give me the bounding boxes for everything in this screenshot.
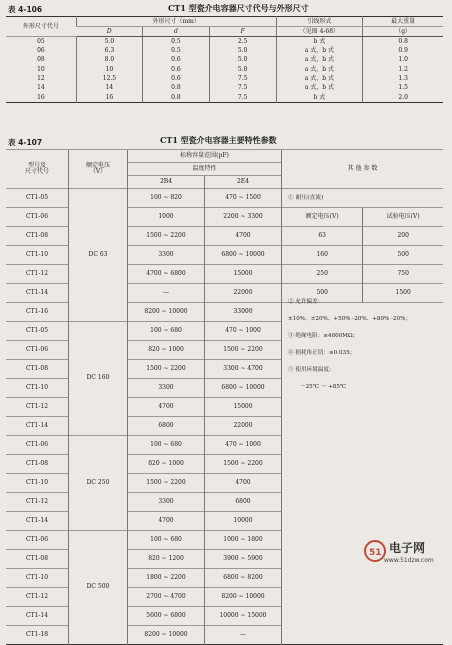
table2-cap-cell: 2200 ~ 3300 [205,208,282,227]
table1-cell: 06 [37,47,45,55]
table2-cap-cell: 3300 [128,379,205,398]
table2-cap-cell: 4700 ~ 6800 [128,265,205,284]
table2-model-cell: CT1-06 [6,341,69,360]
table2-model-cell: CT1-12 [6,493,69,512]
table2-header-other: 其 他 参 数 [282,150,444,189]
table1-cell: 12 [37,74,45,82]
table2-cap-cell: 100 ~ 680 [128,531,205,550]
table1-cell: 10 [37,65,45,73]
table2-cap-cell: 6800 ~ 8200 [205,569,282,588]
table1-header-F: F [209,27,276,37]
table2-model-cell: CT1-10 [6,569,69,588]
table1 [6,16,443,103]
voltage-pair-cell: 500 [363,246,443,265]
table2-voltage-group: DC 63 [69,189,128,322]
table2-model-cell: CT1-10 [6,246,69,265]
table2-cap-cell: 470 ~ 1000 [205,322,282,341]
table2-model-cell: CT1-12 [6,588,69,607]
table1-cell: 05 [37,37,45,45]
voltage-pair-cell: 500 [282,284,363,303]
table2-cap-cell: 4700 [128,512,205,531]
table1-cell: b 式 [276,37,363,47]
table2-model-cell: CT1-05 [6,322,69,341]
table2-header-cap: 标称容量范围(pF) [128,150,282,163]
table2-cap-cell: 15000 [205,398,282,417]
table2-number: 表 4-107 [8,138,43,147]
table2-cap-cell: 100 ~ 680 [128,436,205,455]
table2-cap-cell: 15000 [205,265,282,284]
table1-cell: 7.5 [209,74,276,83]
table2-cap-cell: 4700 [128,398,205,417]
table2-header-2B4: 2B4 [128,176,205,189]
table2-header-voltage [69,150,128,189]
table2-cap-cell: 1500 ~ 2200 [128,360,205,379]
table1-cell: a 式，b 式 [276,56,363,65]
table1-cell: 7.5 [209,84,276,93]
table1-cell: 7.5 [209,93,276,103]
table2-voltage-group: DC 160 [69,322,128,436]
table2-cap-cell: 820 ~ 1200 [128,550,205,569]
table2-cap-cell: 8200 ~ 10000 [128,626,205,645]
table2-cap-cell: 100 ~ 680 [128,322,205,341]
table2 [6,149,443,645]
table1-cell: 0.6 [143,56,210,65]
table1-cell: b 式 [276,93,363,103]
note-temp-range: －25℃ ～ +85℃ [300,384,347,390]
table2-cap-cell: 820 ~ 1000 [128,455,205,474]
voltage-pair-cell: 250 [282,265,363,284]
table2-cap-cell: 1000 [128,208,205,227]
table1-cell: a 式，b 式 [276,84,363,93]
table2-cap-cell: 8200 ~ 10000 [128,303,205,322]
table2-cap-cell: 6800 [128,417,205,436]
table2-model-cell: CT1-06 [6,436,69,455]
table2-model-cell: CT1-16 [6,303,69,322]
table2-cap-cell: 22000 [205,284,282,303]
table2-cap-cell: 2700 ~ 4700 [128,588,205,607]
logo-url: www.51dzw.com [384,557,434,564]
table1-row [6,65,443,74]
table2-cap-cell: 8200 ~ 10000 [205,588,282,607]
table1-row [6,47,443,56]
table2-cap-cell: 4700 [205,227,282,246]
table1-number: 表 4-106 [8,5,43,14]
table2-model-cell: CT1-08 [6,227,69,246]
table1-cell: 0.5 [143,37,210,47]
table2-cap-cell: 33000 [205,303,282,322]
table1-header-code: 外形尺寸代号 [6,17,76,37]
note-tolerance-values: ±10%、±20%、+50% -20%、+80% -20%； [288,316,412,322]
table1-cell: 0.8 [143,84,210,93]
svg-text:51: 51 [369,548,382,558]
table2-model-cell: CT1-10 [6,379,69,398]
table2-header-model [6,150,69,189]
voltage-pair-cell: 160 [282,246,363,265]
table2-cap-cell: 470 ~ 1000 [205,436,282,455]
table1-cell: 0.6 [143,65,210,74]
table1-cell: 0.5 [143,47,210,56]
table1-cell: 2.0 [363,93,443,103]
table2-model-cell: CT1-12 [6,265,69,284]
site-logo [362,536,448,570]
table1-cell: 1.3 [363,74,443,83]
table2-cap-cell: 3300 [128,493,205,512]
note-tolerance-title: ② 允许偏差： [288,299,324,305]
note-insulation: ③ 绝缘电阻：≥4000MΩ； [288,333,359,339]
table1-header-lead-note: （见图 4-68） [276,27,363,37]
table1-cell: 16 [76,93,142,103]
table2-cap-cell: 3300 [128,246,205,265]
voltage-pair-cell: 750 [363,265,443,284]
table2-model-cell: CT1-10 [6,474,69,493]
table2-title: CT1 型瓷介电容器主要特性参数 [160,135,277,145]
table1-cell: a 式，b 式 [276,74,363,83]
table2-cap-cell: 3300 ~ 4700 [205,360,282,379]
logo-text: 电子网 [389,541,426,555]
table1-header-weight-unit: （g） [363,27,443,37]
table1-header-weight: 最大重量 [363,17,443,27]
test-voltage-header: 试验电压(V) [363,208,443,227]
table2-voltage-group: DC 250 [69,436,128,531]
table2-cap-cell: 6800 ~ 10000 [205,379,282,398]
table1-cell: 5.0 [209,47,276,56]
table2-cap-cell: 10000 [205,512,282,531]
table1-cell: 16 [37,93,45,101]
table1-cell: 2.5 [209,37,276,47]
table1-cell: 6.3 [76,47,142,56]
table2-model-cell: CT1-12 [6,398,69,417]
table2-cap-cell: 4700 [205,474,282,493]
table2-cap-cell: 5600 ~ 6800 [128,607,205,626]
table2-model-cell: CT1-06 [6,208,69,227]
table2-cap-cell: 820 ~ 1000 [128,341,205,360]
table1-cell: 0.8 [143,93,210,103]
table1-row [6,93,443,103]
table1-cell: 12.5 [76,74,142,83]
table2-cap-cell: 100 ~ 820 [128,189,205,208]
table1-cell: 1.0 [363,56,443,65]
table1-cell: a 式，b 式 [276,65,363,74]
table1-cell: 14 [37,84,45,92]
table2-cap-cell: 1800 ~ 2200 [128,569,205,588]
table1-header-D: D [76,27,142,37]
table1-cell: 5.0 [76,37,142,47]
table2-cap-cell: 10000 ~ 15000 [205,607,282,626]
table2-header-2E4: 2E4 [205,176,282,189]
note-temp-title: ⑤ 使用环境温度： [288,367,335,373]
table2-cap-cell: 470 ~ 1500 [205,189,282,208]
note-loss-tangent: ④ 损耗角正切：≤0.035； [288,350,356,356]
table1-row [6,37,443,47]
table1-cell: 14 [76,84,142,93]
other-params-notes [288,294,411,396]
table2-header-temp: 温度特性 [128,163,282,176]
table2-model-cell: CT1-14 [6,417,69,436]
table1-cell: a 式，b 式 [276,47,363,56]
table1-cell: 5.0 [209,56,276,65]
table1-cell: 0.9 [363,47,443,56]
table1-cell: 1.5 [363,84,443,93]
table2-cap-cell: 3900 ~ 5900 [205,550,282,569]
table2-cap-cell: 1000 ~ 1800 [205,531,282,550]
table2-model-cell: CT1-08 [6,550,69,569]
table2-model-cell: CT1-14 [6,607,69,626]
table1-cell: 10 [76,65,142,74]
table2-cap-cell: 1500 ~ 2200 [205,341,282,360]
table2-row [6,189,443,208]
table1-cell: 1.2 [363,65,443,74]
table2-header-voltage-line1: 额定电压 [85,161,110,169]
table2-model-cell: CT1-18 [6,626,69,645]
table2-header-voltage-line2: （V） [89,168,107,175]
table1-cell: 08 [37,56,45,64]
table2-header-model-line2: 尺寸代号 [24,168,49,175]
table2-cap-cell: 6800 [205,493,282,512]
table2-header-model-line1: 型号及 [27,161,46,169]
rated-voltage-header: 额定电压(V) [282,208,363,227]
table1-header-dims: 外形尺寸（mm） [76,17,276,27]
insulation-title: ① 耐压(直流) [282,189,444,208]
table2-model-cell: CT1-14 [6,284,69,303]
table2-cap-cell: 6800 ~ 10000 [205,246,282,265]
table1-cell: 8.0 [76,56,142,65]
table1-title: CT1 型瓷介电容器尺寸代号与外形尺寸 [168,3,309,13]
table1-header-lead: 引线形式 [276,17,363,27]
table2-cap-cell: 22000 [205,417,282,436]
table2-model-cell: CT1-08 [6,455,69,474]
table2-cap-cell: 1500 ~ 2200 [205,455,282,474]
table2-voltage-group: DC 500 [69,531,128,645]
table1-cell: 0.6 [143,74,210,83]
table1-row [6,74,443,83]
table2-cap-cell: 1500 ~ 2200 [128,227,205,246]
table1-cell: 5.0 [209,65,276,74]
table2-cap-cell: — [128,284,205,303]
table2-model-cell: CT1-05 [6,189,69,208]
table2-cap-cell: — [205,626,282,645]
table2-model-cell: CT1-08 [6,360,69,379]
voltage-pair-cell: 63 [282,227,363,246]
table1-header-d: d [143,27,210,37]
table1-row [6,56,443,65]
table2-model-cell: CT1-14 [6,512,69,531]
table1-row [6,84,443,93]
voltage-pair-cell: 1500 [363,284,443,303]
voltage-pair-cell: 200 [363,227,443,246]
table2-cap-cell: 1500 ~ 2200 [128,474,205,493]
table2-model-cell: CT1-06 [6,531,69,550]
table1-cell: 0.8 [363,37,443,47]
